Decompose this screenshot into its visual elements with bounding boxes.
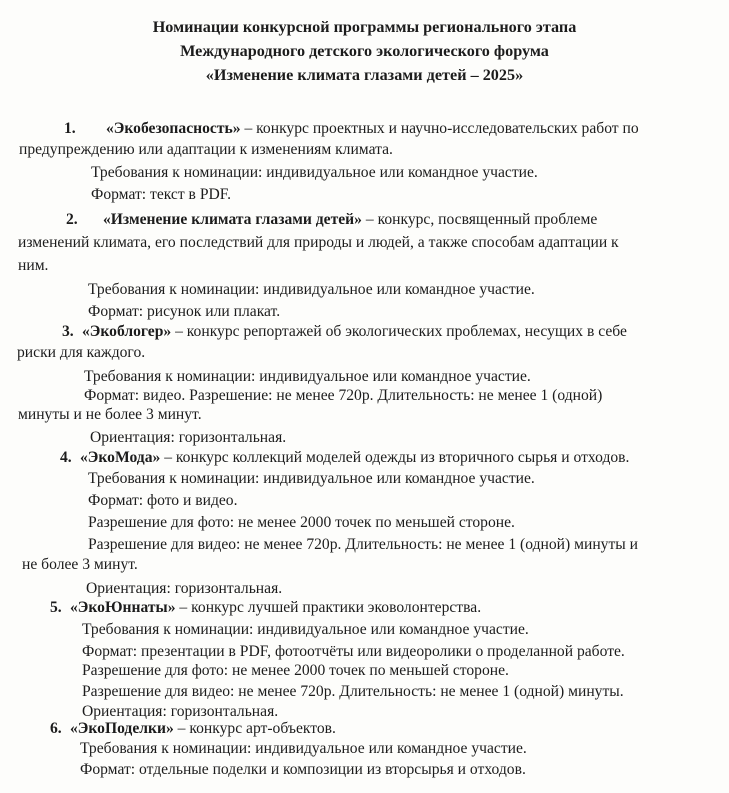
nomination-4-name: «ЭкоМода» — [80, 449, 161, 466]
nomination-5-heading — [50, 598, 481, 618]
nomination-1-requirements: Требования к номинации: индивидуальное или командное участие. — [91, 164, 538, 181]
nomination-3-number: 3. — [62, 323, 74, 340]
nomination-5-name: «ЭкоЮннаты» — [70, 599, 176, 616]
nomination-4-requirements: Требования к номинации: индивидуальное или командное участие. — [88, 470, 535, 487]
doc-title-line-3: «Изменение климата глазами детей – 2025» — [205, 66, 524, 84]
nomination-4-photo-resolution: Разрешение для фото: не менее 2000 точек по меньшей стороне. — [88, 514, 515, 531]
nomination-2-heading — [66, 210, 708, 230]
nomination-3-desc: – конкурс репортажей об экологических проблемах, несущих в себе — [171, 323, 627, 340]
nomination-6-format: Формат: отдельные поделки и композиции из вторсырья и отходов. — [80, 761, 526, 778]
nomination-2-name: «Изменение климата глазами детей» — [103, 211, 362, 228]
nomination-6-number: 6. — [50, 720, 62, 737]
nomination-3-requirements: Требования к номинации: индивидуальное или командное участие. — [84, 368, 531, 385]
doc-title-line-2: Международного детского экологического форума — [180, 42, 549, 60]
nomination-5-number: 5. — [50, 599, 62, 616]
nomination-5-format: Формат: презентации в PDF, фотоотчёты или видеоролики о проделанной работе. — [82, 643, 625, 660]
nomination-2-desc-end: ним. — [18, 257, 49, 274]
nomination-2-desc: – конкурс, посвященный проблеме — [361, 211, 598, 228]
nomination-5-requirements: Требования к номинации: индивидуальное или командное участие. — [82, 621, 529, 638]
nomination-4-number: 4. — [60, 449, 72, 466]
nomination-5-photo-resolution: Разрешение для фото: не менее 2000 точек по меньшей стороне. — [82, 662, 509, 679]
nomination-4-desc: – конкурс коллекций моделей одежды из вторичного сырья и отходов. — [160, 449, 630, 466]
nomination-2-desc-cont: изменений климата, его последствий для природы и людей, а также способам адаптации к — [18, 234, 619, 251]
nomination-3-orientation: Ориентация: горизонтальная. — [90, 429, 287, 446]
nomination-1-number: 1. — [64, 120, 76, 137]
nomination-6-name: «ЭкоПоделки» — [70, 720, 174, 737]
nomination-6-heading — [50, 719, 336, 739]
nomination-5-video-resolution: Разрешение для видео: не менее 720р. Длительность: не менее 1 (одной) минуты. — [82, 683, 624, 700]
nomination-1-desc: – конкурс проектных и научно-исследовательских работ по — [240, 120, 639, 137]
nomination-5-desc: – конкурс лучшей практики эковолонтерства. — [175, 599, 482, 616]
nomination-6-desc: – конкурс арт-объектов. — [173, 720, 336, 737]
nomination-1-desc-cont: предупреждению или адаптации к изменениям климата. — [19, 141, 393, 158]
nomination-2-number: 2. — [66, 211, 78, 228]
nomination-4-orientation: Ориентация: горизонтальная. — [86, 580, 283, 597]
nomination-4-video-resolution-cont: не более 3 минут. — [22, 556, 138, 573]
nomination-2-format: Формат: рисунок или плакат. — [88, 303, 281, 320]
nomination-4-video-resolution: Разрешение для видео: не менее 720р. Длительность: не менее 1 (одной) минуты и — [88, 536, 638, 553]
nomination-1-name: «Экобезопасность» — [106, 120, 241, 137]
nomination-6-requirements: Требования к номинации: индивидуальное или командное участие. — [80, 740, 527, 757]
doc-title-line-1: Номинации конкурсной программы регионального этапа — [152, 18, 577, 36]
nomination-4-format: Формат: фото и видео. — [88, 492, 238, 509]
nomination-3-format-cont: минуты и не более 3 минут. — [18, 406, 202, 423]
nomination-3-desc-cont: риски для каждого. — [17, 344, 146, 361]
nomination-3-heading — [62, 322, 627, 342]
nomination-1-format: Формат: текст в PDF. — [91, 186, 232, 203]
nomination-3-name: «Экоблогер» — [82, 323, 172, 340]
nomination-1-heading — [64, 119, 710, 139]
nomination-5-orientation: Ориентация: горизонтальная. — [82, 703, 279, 720]
nomination-4-heading — [60, 448, 629, 468]
nomination-3-format: Формат: видео. Разрешение: не менее 720р. Длительность: не менее 1 (одной) — [84, 387, 603, 404]
nomination-2-requirements: Требования к номинации: индивидуальное или командное участие. — [88, 281, 535, 298]
